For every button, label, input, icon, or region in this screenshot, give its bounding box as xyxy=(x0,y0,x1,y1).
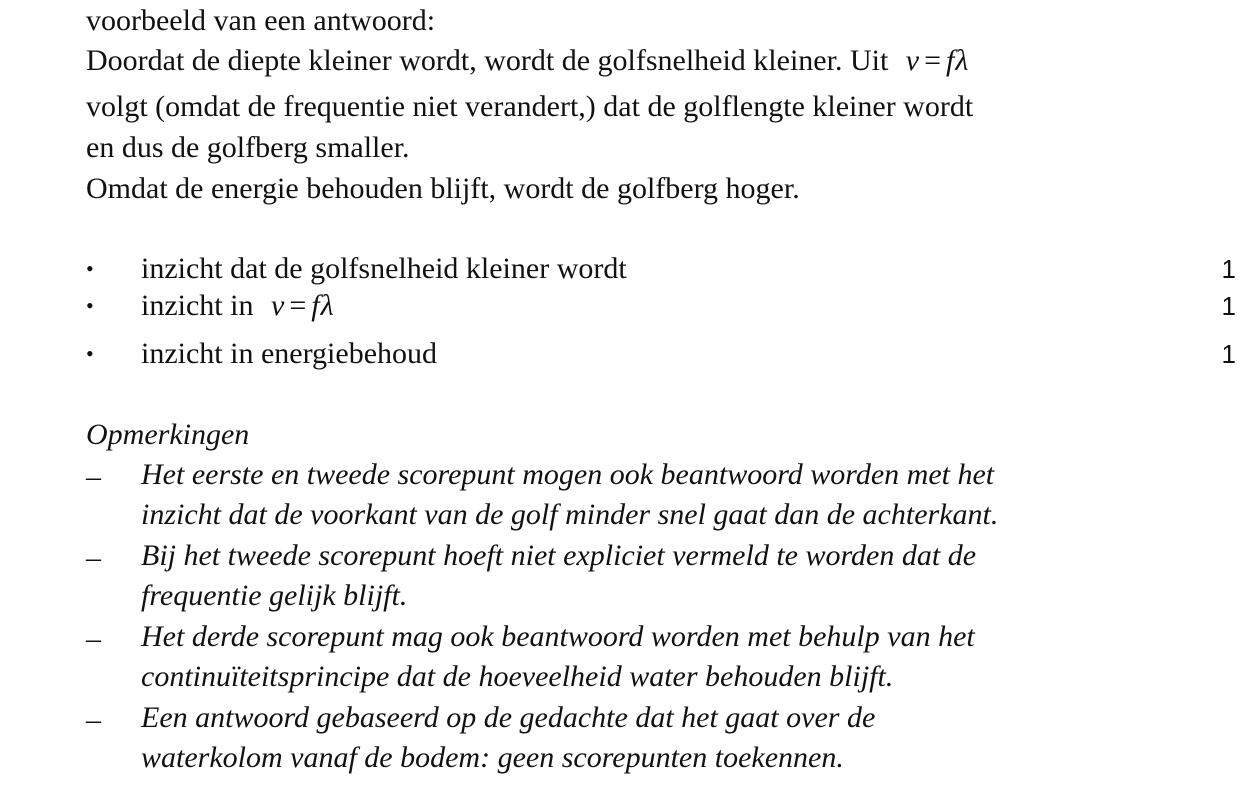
scoring-item xyxy=(86,254,1236,288)
dash-icon: – xyxy=(86,460,101,493)
answer-line-1 xyxy=(86,46,969,76)
formula-lhs: v xyxy=(270,289,286,322)
formula-equals: = xyxy=(289,289,308,322)
scoring-item-text: inzicht in energiebehoud xyxy=(141,337,438,370)
remark-line: inzicht dat de voorkant van de golf minder snel gaat dan de achterkant. xyxy=(141,498,999,531)
remarks-heading: Opmerkingen xyxy=(86,418,250,451)
formula-v-f-lambda xyxy=(906,44,970,77)
remark-line: Het eerste en tweede scorepunt mogen ook beantwoord worden met het xyxy=(141,458,995,491)
answer-intro: voorbeeld van een antwoord: xyxy=(86,4,436,37)
bullet-icon: • xyxy=(86,341,94,366)
bullet-icon: • xyxy=(86,293,94,318)
scoring-item-text xyxy=(141,291,335,321)
answer-line-3: en dus de golfberg smaller. xyxy=(86,131,410,164)
formula-rhs: fλ xyxy=(311,289,335,322)
formula-lhs: v xyxy=(905,44,921,77)
answer-line-1-text: Doordat de diepte kleiner wordt, wordt de golfsnelheid kleiner. Uit xyxy=(86,44,889,77)
answer-line-4: Omdat de energie behouden blijft, wordt de golfberg hoger. xyxy=(86,172,800,205)
remark-line: frequentie gelijk blijft. xyxy=(141,579,408,612)
scoring-item-points: 1 xyxy=(1221,291,1236,321)
answer-line-2: volgt (omdat de frequentie niet verandert,) dat de golflengte kleiner wordt xyxy=(86,90,974,123)
scoring-item-points: 1 xyxy=(1221,339,1236,369)
formula-rhs: fλ xyxy=(946,44,970,77)
remark-line: Een antwoord gebaseerd op de gedachte dat het gaat over de xyxy=(141,701,876,734)
bullet-icon: • xyxy=(86,256,94,281)
scoring-item-points: 1 xyxy=(1221,254,1236,284)
remark-line: Het derde scorepunt mag ook beantwoord worden met behulp van het xyxy=(141,620,975,653)
remark-line: waterkolom vanaf de bodem: geen scorepunten toekennen. xyxy=(141,741,844,774)
scoring-item-label: inzicht in xyxy=(141,289,254,322)
dash-icon: – xyxy=(86,703,101,736)
dash-icon: – xyxy=(86,622,101,655)
remark-line: Bij het tweede scorepunt hoeft niet expliciet vermeld te worden dat de xyxy=(141,539,977,572)
dash-icon: – xyxy=(86,541,101,574)
scoring-item-text: inzicht dat de golfsnelheid kleiner wordt xyxy=(141,252,627,285)
scoring-item xyxy=(86,339,1236,373)
remark-line: continuïteitsprincipe dat de hoeveelheid water behouden blijft. xyxy=(141,660,894,693)
scoring-item xyxy=(86,291,1236,325)
formula-v-f-lambda xyxy=(271,289,335,322)
formula-equals: = xyxy=(924,44,943,77)
